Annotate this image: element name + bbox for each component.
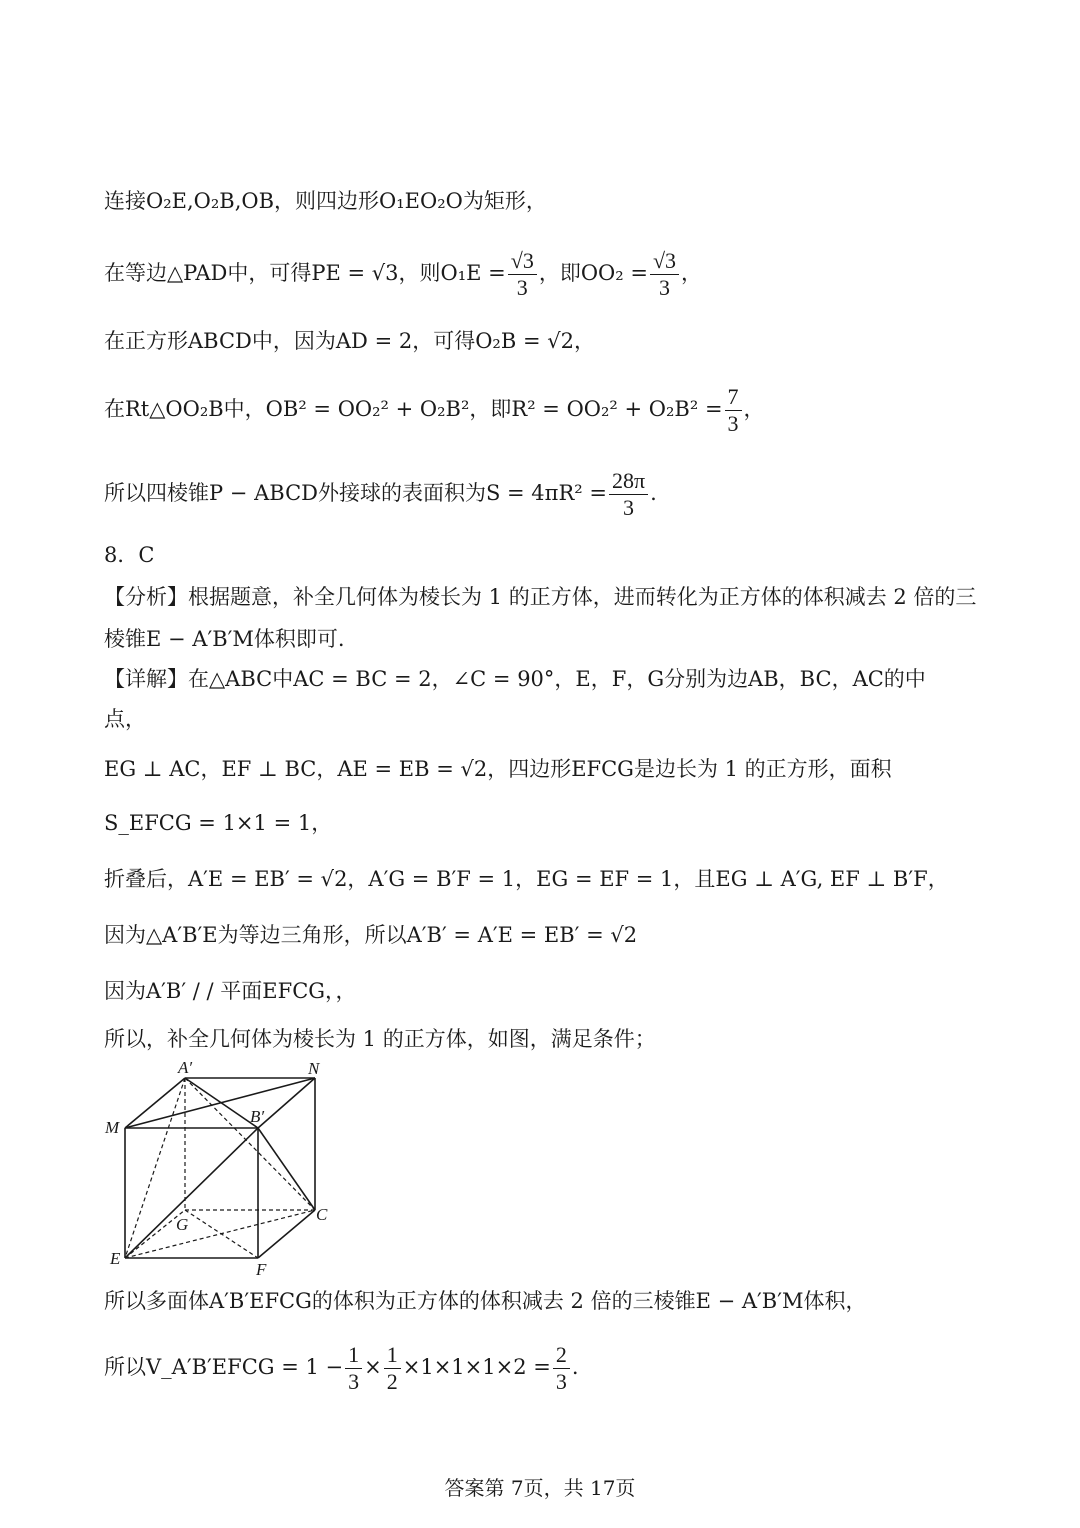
fraction-denominator: 3 bbox=[555, 1369, 567, 1394]
line18-part-d: . bbox=[571, 1355, 579, 1379]
conclusion-line-1: 所以多面体A′B′EFCG的体积为正方体的体积减去 2 倍的三棱锥E − A′B′M体积， bbox=[104, 1289, 867, 1313]
detail-line-5: 折叠后，A′E = EB′ = √2，A′G = B′F = 1，EG = EF = 1，且EG ⊥ A′G, EF ⊥ B′F， bbox=[104, 867, 949, 891]
line18-part-c: ×1×1×1×2 = bbox=[402, 1355, 551, 1379]
detail-line-2: 点， bbox=[104, 707, 146, 731]
fraction-numerator: √3 bbox=[650, 248, 679, 275]
fraction-1-over-2 bbox=[384, 1342, 401, 1395]
vertex-label-n: N bbox=[308, 1059, 320, 1078]
vertex-label-m: M bbox=[105, 1118, 120, 1137]
line5-part-a: 所以四棱锥P − ABCD外接球的表面积为S = 4πR² = bbox=[104, 481, 607, 505]
detail-line-3: EG ⊥ AC，EF ⊥ BC，AE = EB = √2，四边形EFCG是边长为 1 的正方形，面积 bbox=[104, 757, 892, 781]
fraction-numerator: 28π bbox=[609, 468, 648, 495]
fraction-denominator: 3 bbox=[727, 411, 739, 436]
fraction-numerator: 7 bbox=[725, 384, 742, 411]
conclusion-line-2 bbox=[104, 1336, 1010, 1398]
line4-part-b: ， bbox=[743, 397, 765, 421]
text-line-4 bbox=[104, 378, 1010, 440]
line5-part-b: . bbox=[650, 481, 657, 505]
line18-part-b: × bbox=[364, 1355, 382, 1379]
line2-part-c: ， bbox=[681, 261, 703, 285]
cube-figure bbox=[100, 1058, 340, 1278]
vertex-label-a-prime: A′ bbox=[178, 1058, 193, 1077]
fraction-sqrt3-over-3-second bbox=[650, 248, 679, 301]
text-line-3: 在正方形ABCD中，因为AD = 2，可得O₂B = √2， bbox=[104, 329, 595, 353]
fraction-7-over-3 bbox=[725, 384, 742, 437]
fraction-denominator: 3 bbox=[516, 275, 528, 300]
fraction-numerator: √3 bbox=[508, 248, 537, 275]
detail-line-6: 因为△A′B′E为等边三角形，所以A′B′ = A′E = EB′ = √2 bbox=[104, 923, 638, 947]
text-line-2 bbox=[104, 242, 1010, 304]
line2-part-a: 在等边△PAD中，可得PE = √3，则O₁E = bbox=[104, 261, 506, 285]
detail-line-7: 因为A′B′ / / 平面EFCG，， bbox=[104, 979, 357, 1003]
cube-solid-edges bbox=[125, 1078, 315, 1258]
fraction-numerator: 1 bbox=[384, 1342, 401, 1369]
fraction-numerator: 2 bbox=[553, 1342, 570, 1369]
fraction-1-over-3 bbox=[345, 1342, 362, 1395]
question-number-answer: 8．C bbox=[104, 543, 155, 567]
vertex-label-e: E bbox=[110, 1249, 121, 1268]
line4-part-a: 在Rt△OO₂B中，OB² = OO₂² + O₂B²，即R² = OO₂² + O₂B² = bbox=[104, 397, 723, 421]
fraction-denominator: 3 bbox=[348, 1369, 360, 1394]
line2-part-b: ，即OO₂ = bbox=[538, 261, 648, 285]
text-line-1: 连接O₂E,O₂B,OB，则四边形O₁EO₂O为矩形， bbox=[104, 189, 547, 213]
vertex-label-b-prime: B′ bbox=[250, 1107, 265, 1126]
detail-line-4: S_EFCG = 1×1 = 1， bbox=[104, 811, 333, 835]
fraction-numerator: 1 bbox=[345, 1342, 362, 1369]
fraction-28pi-over-3 bbox=[609, 468, 648, 521]
line18-part-a: 所以V_A′B′EFCG = 1 − bbox=[104, 1355, 344, 1379]
vertex-label-g: G bbox=[176, 1215, 189, 1234]
fraction-denominator: 3 bbox=[623, 495, 635, 520]
fraction-denominator: 2 bbox=[386, 1369, 398, 1394]
fraction-2-over-3 bbox=[553, 1342, 570, 1395]
detail-line-8: 所以，补全几何体为棱长为 1 的正方体，如图，满足条件； bbox=[104, 1027, 656, 1051]
analysis-line-2: 棱锥E − A′B′M体积即可. bbox=[104, 627, 345, 651]
fraction-sqrt3-over-3 bbox=[508, 248, 537, 301]
vertex-label-f: F bbox=[256, 1260, 267, 1278]
page-footer: 答案第 7页，共 17页 bbox=[444, 1476, 636, 1500]
detail-line-1: 【详解】在△ABC中AC = BC = 2，∠C = 90°，E，F，G分别为边AB，BC，AC的中 bbox=[104, 667, 926, 691]
text-line-5 bbox=[104, 462, 1010, 524]
fraction-denominator: 3 bbox=[658, 275, 670, 300]
analysis-line-1: 【分析】根据题意，补全几何体为棱长为 1 的正方体，进而转化为正方体的体积减去 2 倍的三 bbox=[104, 585, 977, 609]
vertex-label-c: C bbox=[316, 1205, 328, 1224]
